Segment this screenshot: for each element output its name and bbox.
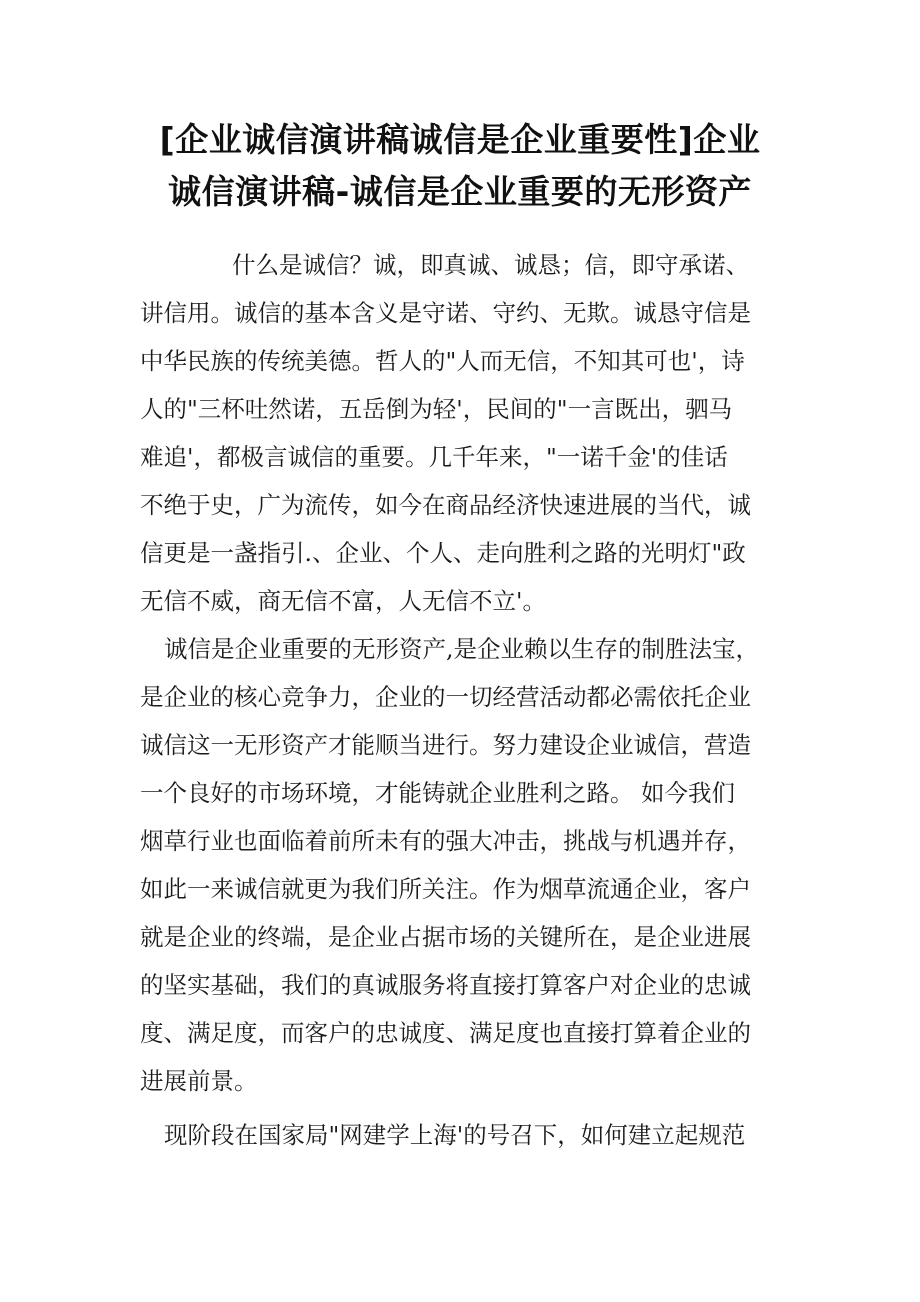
- body-line-18: 进展前景。: [140, 1067, 258, 1095]
- body-line-10: 是企业的核心竞争力，企业的一切经营活动都必需依托企业: [140, 683, 751, 711]
- body-line-6: 不绝于史，广为流传，如今在商品经济快速进展的当代，诚: [140, 491, 751, 519]
- body-line-19: 现阶段在国家局"网建学上海'的号召下，如何建立起规范: [164, 1121, 746, 1149]
- body-line-5: 难追'，都极言诚信的重要。几千年来，"一诺千金'的佳话: [140, 443, 728, 471]
- body-line-16: 的坚实基础，我们的真诚服务将直接打算客户对企业的忠诚: [140, 971, 751, 999]
- document-title-line-1: [企业诚信演讲稿诚信是企业重要性]企业: [159, 120, 761, 159]
- body-line-14: 如此一来诚信就更为我们所关注。作为烟草流通企业，客户: [140, 875, 751, 903]
- body-line-1: 什么是诚信？诚，即真诚、诚恳；信，即守承诺、: [232, 251, 749, 279]
- body-line-11: 诚信这一无形资产才能顺当进行。努力建设企业诚信，营造: [140, 731, 751, 759]
- body-line-8: 无信不威，商无信不富，人无信不立'。: [140, 587, 546, 615]
- body-line-2: 讲信用。诚信的基本含义是守诺、守约、无欺。诚恳守信是: [140, 299, 751, 327]
- body-line-9: 诚信是企业重要的无形资产,是企业赖以生存的制胜法宝，: [164, 635, 759, 663]
- body-line-13: 烟草行业也面临着前所未有的强大冲击，挑战与机遇并存，: [140, 827, 751, 855]
- document-title-line-2: 诚信演讲稿-诚信是企业重要的无形资产: [168, 172, 752, 211]
- body-line-15: 就是企业的终端，是企业占据市场的关键所在，是企业进展: [140, 923, 751, 951]
- body-line-7: 信更是一盏指引.、企业、个人、走向胜利之路的光明灯"政: [140, 539, 746, 567]
- body-line-3: 中华民族的传统美德。哲人的"人而无信，不知其可也'，诗: [140, 347, 745, 375]
- body-line-12: 一个良好的市场环境，才能铸就企业胜利之路。 如今我们: [140, 779, 735, 807]
- body-line-17: 度、满足度，而客户的忠诚度、满足度也直接打算着企业的: [140, 1019, 751, 1047]
- body-line-4: 人的"三杯吐然诺，五岳倒为轻'，民间的"一言既出，驷马: [140, 395, 733, 423]
